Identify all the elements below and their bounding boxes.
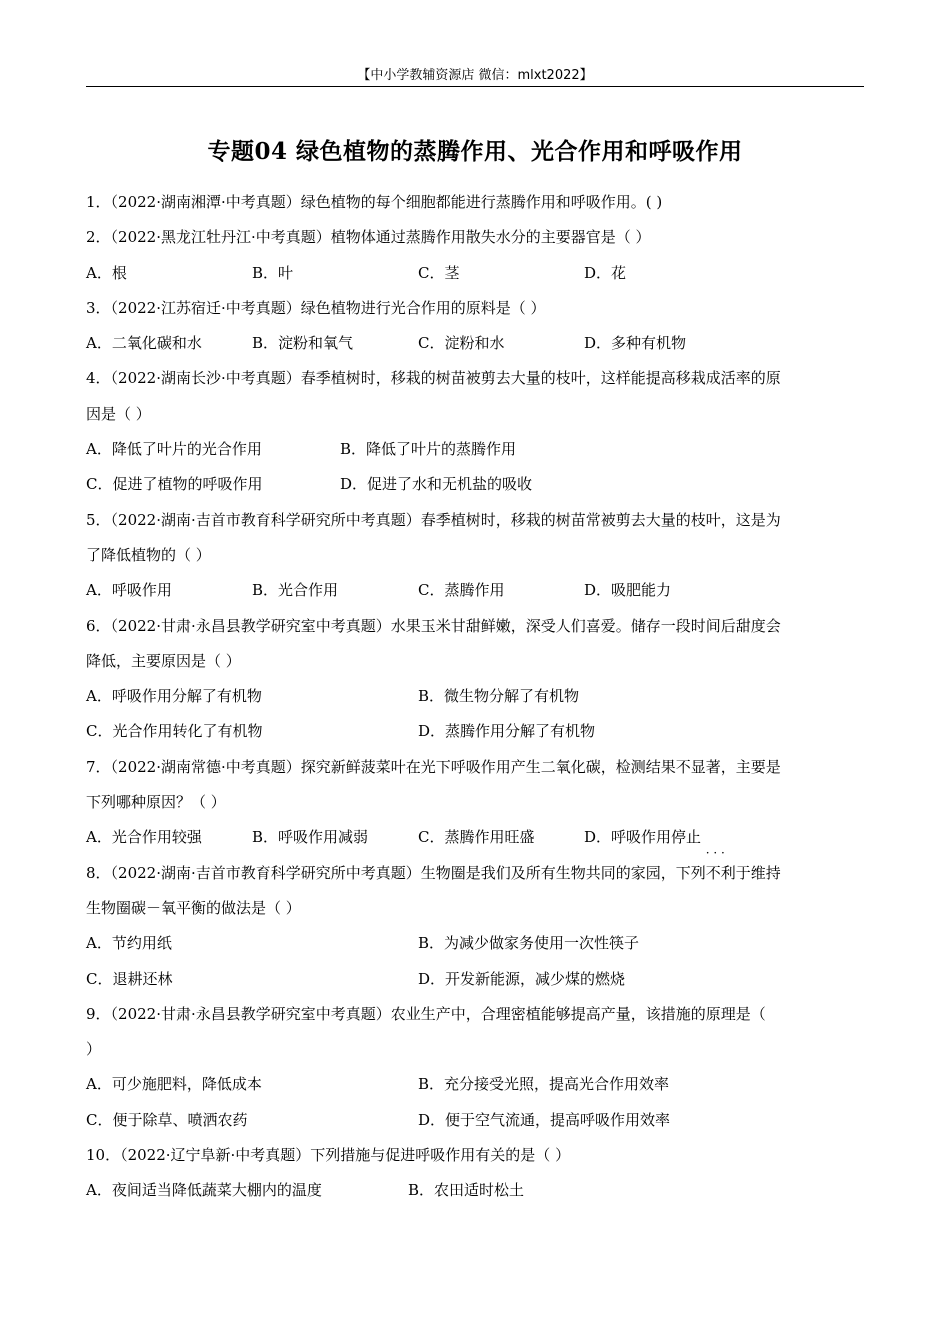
question-text: 6．（2022·甘肃·永昌县教学研究室中考真题）水果玉米甘甜鲜嫩，深受人们喜爱。储存一段时间后甜度会	[86, 616, 781, 635]
question-text: 9．（2022·甘肃·永昌县教学研究室中考真题）农业生产中，合理密植能够提高产量，该措施的原理是（	[86, 1004, 766, 1023]
options-row	[86, 962, 864, 997]
question-text: 4．（2022·湖南长沙·中考真题）春季植树时，移栽的树苗被剪去大量的枝叶，这样能提高移栽成活率的原	[86, 369, 781, 388]
question-text: 7．（2022·湖南常德·中考真题）探究新鲜菠菜叶在光下呼吸作用产生二氧化碳，检测结果不显著，主要是	[86, 757, 781, 776]
option-a: A．二氧化碳和水	[86, 334, 202, 353]
option-a: A．夜间适当降低蔬菜大棚内的温度	[86, 1181, 322, 1200]
option-b: B．降低了叶片的蒸腾作用	[340, 440, 517, 459]
question-2	[86, 220, 864, 255]
options-row	[86, 256, 864, 291]
option-c: C．茎	[418, 263, 460, 282]
options-row	[86, 467, 864, 502]
option-d: D．便于空气流通，提高呼吸作用效率	[418, 1110, 671, 1129]
question-text: ）	[86, 1040, 102, 1059]
options-row	[86, 326, 864, 361]
question-text: 5．（2022·湖南·吉首市教育科学研究所中考真题）春季植树时，移栽的树苗常被剪去大量的枝叶，这是为	[86, 510, 781, 529]
question-4	[86, 361, 864, 396]
option-a: A．降低了叶片的光合作用	[86, 440, 262, 459]
option-b: B．叶	[252, 263, 294, 282]
option-a: A．可少施肥料，降低成本	[86, 1075, 262, 1094]
options-row	[86, 1103, 864, 1138]
question-8-continued	[86, 891, 864, 926]
question-text: 生物圈碳－氧平衡的做法是（ ）	[86, 898, 301, 917]
option-b: B．光合作用	[252, 581, 339, 600]
option-a: A．根	[86, 263, 127, 282]
option-b: B．充分接受光照，提高光合作用效率	[418, 1075, 670, 1094]
question-list	[86, 185, 864, 1209]
option-a: A．呼吸作用分解了有机物	[86, 687, 262, 706]
question-8	[86, 856, 864, 891]
option-d: D．蒸腾作用分解了有机物	[418, 722, 596, 741]
option-c: C．退耕还林	[86, 969, 173, 988]
question-6	[86, 609, 864, 644]
page-title: 专题04 绿色植物的蒸腾作用、光合作用和呼吸作用	[207, 138, 743, 165]
option-c: C．便于除草、喷洒农药	[86, 1110, 248, 1129]
option-d: D．开发新能源，减少煤的燃烧	[418, 969, 626, 988]
question-text: 下列哪种原因？（ ）	[86, 793, 226, 812]
question-7	[86, 750, 864, 785]
options-row	[86, 432, 864, 467]
options-row	[86, 1067, 864, 1102]
emphasis-text: · · · 不利于	[706, 856, 751, 891]
question-text: 8．（2022·湖南·吉首市教育科学研究所中考真题）生物圈是我们及所有生物共同的家园，下列	[86, 863, 706, 882]
question-9-continued	[86, 1032, 864, 1067]
option-a: A．节约用纸	[86, 934, 172, 953]
question-text: 1．（2022·湖南湘潭·中考真题）绿色植物的每个细胞都能进行蒸腾作用和呼吸作用。( )	[86, 193, 663, 211]
question-6-continued	[86, 644, 864, 679]
option-d: D．呼吸作用停止	[584, 828, 702, 847]
question-9	[86, 997, 864, 1032]
option-d: D．多种有机物	[584, 334, 687, 353]
options-row	[86, 573, 864, 608]
question-5	[86, 503, 864, 538]
option-b: B．微生物分解了有机物	[418, 687, 580, 706]
option-b: B．呼吸作用减弱	[252, 828, 369, 847]
option-a: A．呼吸作用	[86, 581, 172, 600]
options-row	[86, 679, 864, 714]
option-d: D．花	[584, 263, 627, 282]
option-c: C．蒸腾作用	[418, 581, 505, 600]
options-row	[86, 820, 864, 855]
question-10	[86, 1138, 864, 1173]
option-a: A．光合作用较强	[86, 828, 202, 847]
header-text: 【中小学教辅资源店 微信：mlxt2022】	[357, 68, 593, 83]
option-b: B．淀粉和氧气	[252, 334, 354, 353]
option-c: C．蒸腾作用旺盛	[418, 828, 535, 847]
option-c: C．光合作用转化了有机物	[86, 722, 263, 741]
question-text: 10．（2022·辽宁阜新·中考真题）下列措施与促进呼吸作用有关的是（ ）	[86, 1146, 571, 1165]
header-rule	[86, 86, 864, 87]
question-3	[86, 291, 864, 326]
question-4-continued	[86, 397, 864, 432]
question-5-continued	[86, 538, 864, 573]
option-c: C．淀粉和水	[418, 334, 505, 353]
option-c: C．促进了植物的呼吸作用	[86, 475, 263, 494]
question-text: 降低，主要原因是（ ）	[86, 651, 241, 670]
option-b: B．为减少做家务使用一次性筷子	[418, 934, 640, 953]
option-d: D．促进了水和无机盐的吸收	[340, 475, 533, 494]
options-row	[86, 714, 864, 749]
options-row	[86, 926, 864, 961]
question-1	[86, 185, 864, 220]
question-text: 维持	[750, 863, 781, 882]
options-row	[86, 1173, 864, 1208]
option-b: B．农田适时松土	[408, 1181, 525, 1200]
option-d: D．吸肥能力	[584, 581, 672, 600]
question-7-continued	[86, 785, 864, 820]
question-text: 因是（ ）	[86, 404, 151, 423]
question-text: 了降低植物的（ ）	[86, 545, 211, 564]
question-text: 2．（2022·黑龙江牡丹江·中考真题）植物体通过蒸腾作用散失水分的主要器官是（ ）	[86, 228, 651, 247]
question-text: 3．（2022·江苏宿迁·中考真题）绿色植物进行光合作用的原料是（ ）	[86, 298, 546, 317]
